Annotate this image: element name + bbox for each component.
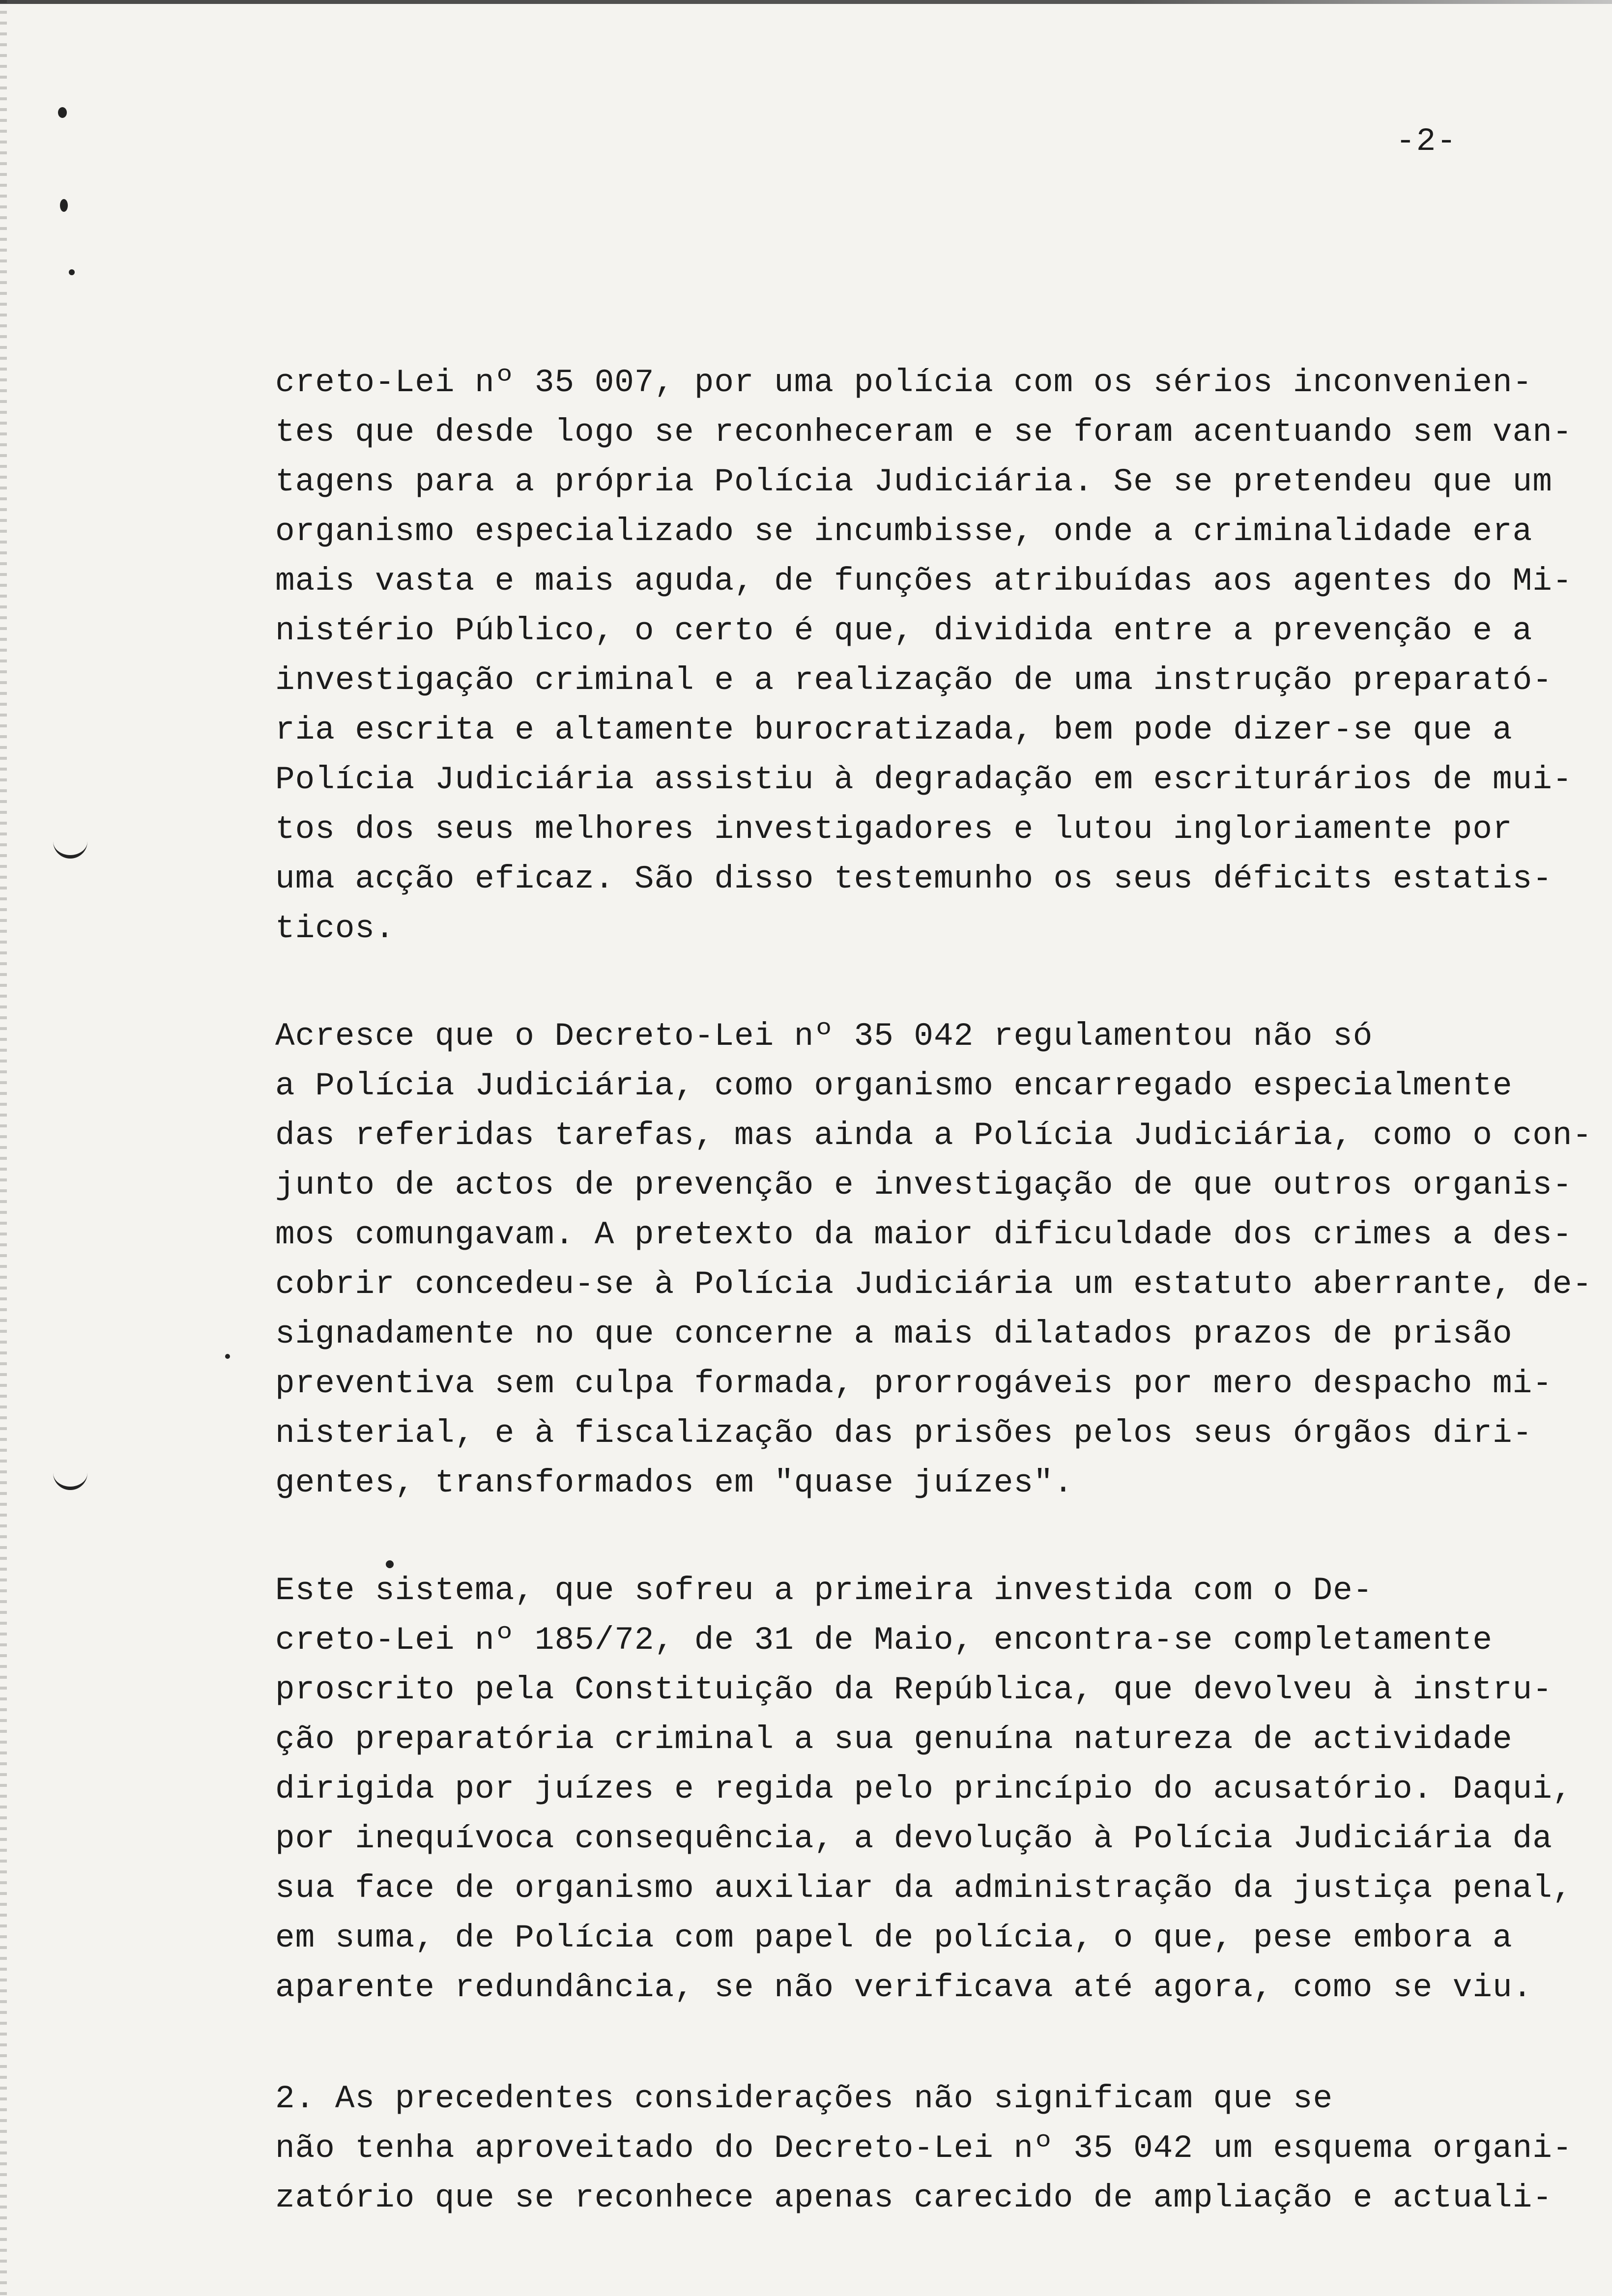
body-paragraph: 2. As precedentes considerações não significam que se não tenha aproveitado do Decreto-Lei nº 35 042 um esquema organi- zatório que se reconhece apenas carecido de ampliação e actuali- xyxy=(275,2080,1573,2216)
scan-speck xyxy=(58,107,67,118)
page-number: -2- xyxy=(1396,123,1457,160)
body-paragraph: Este sistema, que sofreu a primeira investida com o De- creto-Lei nº 185/72, de 31 de Maio, encontra-se completamente proscrito pela Constituição da República, que devolveu à instru- ção preparatória criminal a sua genuína natureza de actividade dirigida por juízes e regida pelo princípio do acusatório. Daqui, por inequívoca consequência, a devolução à Polícia Judiciária da sua face de organismo auxiliar da administração da justiça penal, em suma, de Polícia com papel de polícia, o que, pese embora a aparente redundância, se não verificava até agora, como se viu. xyxy=(275,1572,1573,2006)
scan-left-edge xyxy=(0,0,7,2296)
punch-hole-mark xyxy=(53,835,87,859)
body-paragraph: Acresce que o Decreto-Lei nº 35 042 regulamentou não só a Polícia Judiciária, como organismo encarregado especialmente das referidas tarefas, mas ainda a Polícia Judiciária, como o con- junto de actos de prevenção e investigação de que outros organis- mos comungavam. A pretexto da maior dificuldade dos crimes a des- cobrir concedeu-se à Polícia Judiciária um estatuto aberrante, de- signadamente no que concerne a mais dilatados prazos de prisão preventiva sem culpa formada, prorrogáveis por mero despacho mi- nisterial, e à fiscalização das prisões pelos seus órgãos diri- gentes, transformados em "quase juízes". xyxy=(275,1018,1593,1501)
punch-hole-mark xyxy=(53,1467,87,1490)
scan-speck xyxy=(225,1354,230,1359)
scan-speck xyxy=(69,269,75,275)
scan-speck xyxy=(60,199,68,212)
scan-top-edge xyxy=(0,0,1612,4)
body-paragraph: creto-Lei nº 35 007, por uma polícia com os sérios inconvenien- tes que desde logo se reconheceram e se foram acentuando sem van- tagens para a própria Polícia Judiciária. Se se pretendeu que um organismo especializado se incumbisse, onde a criminalidade era mais vasta e mais aguda, de funções atribuídas aos agentes do Mi- nistério Público, o certo é que, dividida entre a prevenção e a investigação criminal e a realização de uma instrução preparató- ria escrita e altamente burocratizada, bem pode dizer-se que a Polícia Judiciária assistiu à degradação em escriturários de mui- tos dos seus melhores investigadores e lutou ingloriamente por uma acção eficaz. São disso testemunho os seus déficits estatis- ticos. xyxy=(275,364,1573,947)
